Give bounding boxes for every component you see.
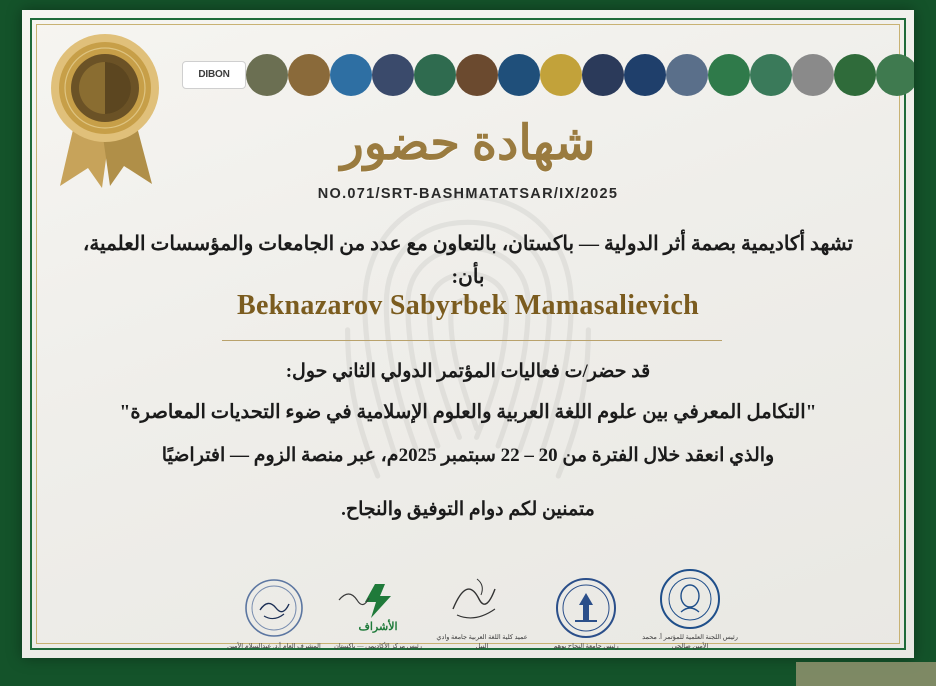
signature-block-1 [222, 575, 326, 652]
certificate-intro-text: تشهد أكاديمية بصمة أثر الدولية — باكستان، بالتعاون مع عدد من الجامعات والمؤسسات العلمية، بأن: [82, 233, 854, 288]
logo-7 [498, 54, 540, 96]
certificate-number: NO.071/SRT-BASHMATATSAR/IX/2025 [317, 186, 619, 202]
signature-caption-3: عميد كلية اللغة العربية جامعة وادي النيل [436, 634, 528, 651]
signature-caption-5: رئيس اللجنة العلمية للمؤتمر أ. محمد الأمين صالحي [642, 634, 738, 651]
recipient-name: Beknazarov Sabyrbek Mamasalievich [236, 290, 700, 321]
stamp-1-icon [222, 575, 326, 641]
signature-caption-2: رئيس مركز الأكاديمي — باكستان [334, 643, 422, 651]
logo-5 [414, 54, 456, 96]
signature-caption-4: رئيس جامعة النجاح بوهم [553, 643, 619, 651]
closing-line: متمنين لكم دوام التوفيق والنجاح. [341, 499, 595, 520]
svg-text:الأشراف: الأشراف [358, 621, 398, 634]
certificate-sheet [22, 10, 914, 658]
logo-1 [246, 54, 288, 96]
stamp-3-icon [430, 566, 534, 632]
bottom-right-block [796, 662, 936, 686]
logo-16 [876, 54, 914, 96]
logo-12 [708, 54, 750, 96]
logo-8 [540, 54, 582, 96]
logo-11 [666, 54, 708, 96]
signature-block-4 [534, 575, 638, 652]
signature-block-5 [638, 566, 742, 652]
signature-caption-1: المشرف العام أ.د. عبدالسلام الأمين [227, 643, 321, 651]
logo-14 [792, 54, 834, 96]
conference-date-line: والذي انعقد خلال الفترة من 20 – 22 سبتمبر 2025م، عبر منصة الزوم — افتراضيًا [161, 445, 775, 466]
signature-block-2 [326, 575, 430, 652]
stamp-5-icon [638, 566, 742, 632]
certificate-title: شهادة حضور [340, 117, 596, 170]
attendance-line: قد حضر/ت فعاليات المؤتمر الدولي الثاني حول: [285, 361, 651, 382]
logo-3 [330, 54, 372, 96]
stamp-4-icon [534, 575, 638, 641]
logo-2 [288, 54, 330, 96]
logo-4 [372, 54, 414, 96]
stamp-2-icon [326, 575, 430, 641]
logo-label-0: DIBON [198, 68, 230, 80]
logo-15 [834, 54, 876, 96]
logo-0 [182, 61, 246, 89]
divider-rule [222, 340, 722, 341]
logo-9 [582, 54, 624, 96]
logo-13 [750, 54, 792, 96]
logo-6 [456, 54, 498, 96]
logo-10 [624, 54, 666, 96]
partner-logo-strip [182, 48, 872, 102]
conference-theme: "التكامل المعرفي بين علوم اللغة العربية والعلوم الإسلامية في ضوء التحديات المعاصرة" [119, 402, 817, 423]
signature-block-3 [430, 566, 534, 652]
signature-row [222, 542, 742, 652]
